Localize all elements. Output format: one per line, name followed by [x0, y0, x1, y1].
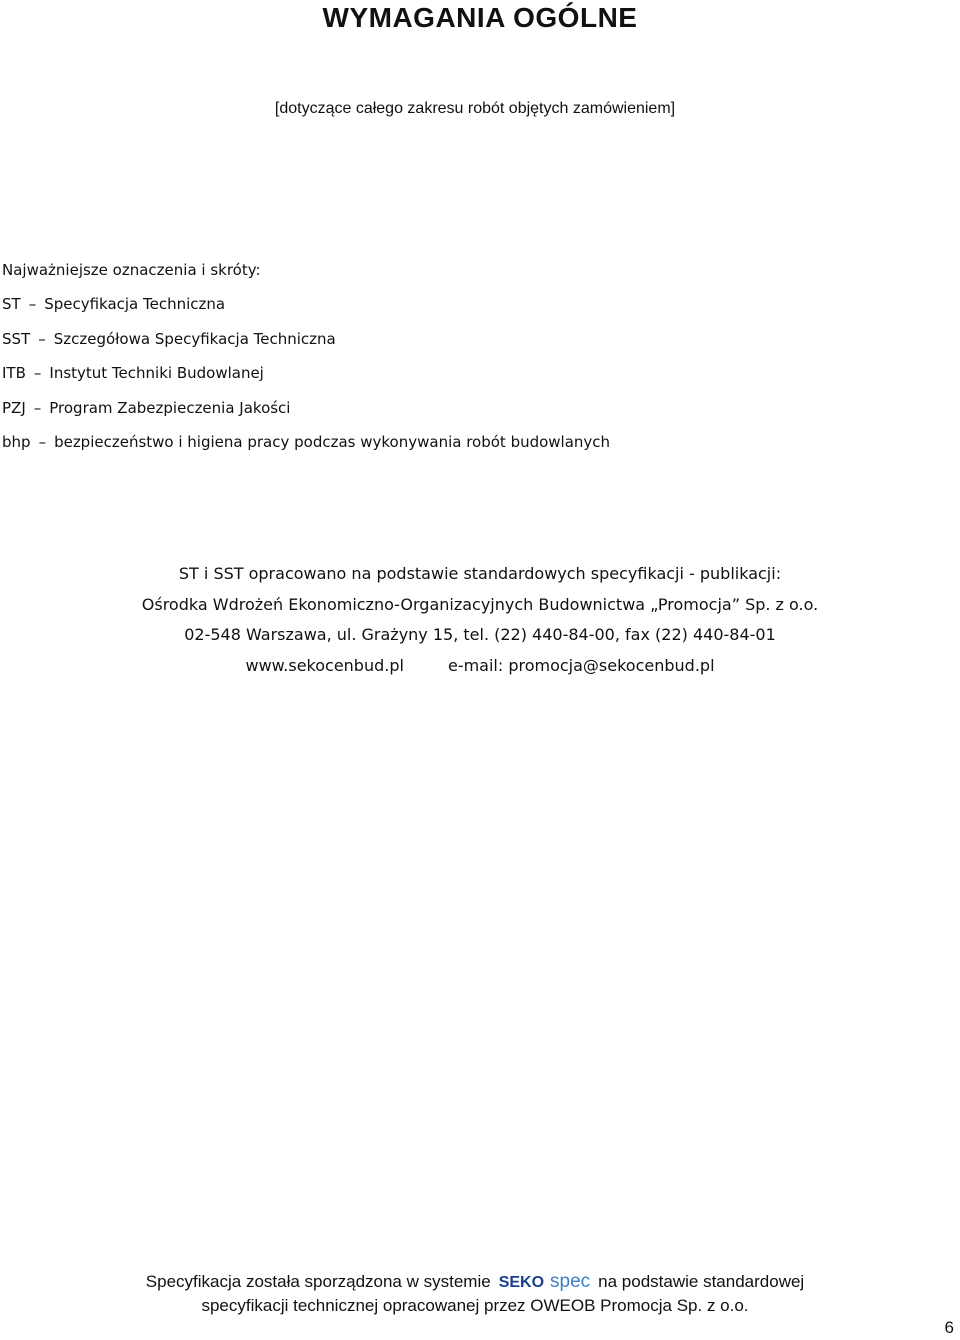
abbreviation-code: ST — [2, 295, 21, 313]
abbreviation-dash: – — [38, 433, 47, 451]
address-line: 02-548 Warszawa, ul. Grażyny 15, tel. (22) 440-84-00, fax (22) 440-84-01 — [184, 625, 776, 644]
website-link[interactable]: www.sekocenbud.pl — [245, 655, 404, 675]
contact-line — [0, 654, 960, 685]
abbreviation-meaning: bezpieczeństwo i higiena pracy podczas wykonywania robót budowlanych — [54, 433, 611, 451]
sekospec-logo-spec: spec — [550, 1271, 591, 1292]
footer-line-1 — [0, 1270, 950, 1294]
abbreviation-dash: – — [38, 329, 46, 348]
abbreviation-item — [2, 396, 610, 431]
abbreviation-code: PZJ — [2, 398, 26, 417]
publisher-line: Ośrodka Wdrożeń Ekonomiczno-Organizacyjnych Budownictwa „Promocja” Sp. z o.o. — [141, 594, 819, 614]
abbreviation-item — [2, 430, 610, 465]
page-title: WYMAGANIA OGÓLNE — [322, 2, 638, 33]
abbreviation-item — [2, 361, 610, 396]
page-footer — [0, 1270, 950, 1317]
abbreviation-item — [2, 292, 610, 327]
abbreviation-code: ITB — [2, 364, 26, 382]
source-line: ST i SST opracowano na podstawie standardowych specyfikacji - publikacji: — [178, 564, 782, 583]
abbreviations-heading: Najważniejsze oznaczenia i skróty: — [2, 261, 261, 279]
abbreviation-meaning: Instytut Techniki Budowlanej — [49, 364, 264, 382]
abbreviation-dash: – — [28, 295, 37, 313]
abbreviation-dash: – — [33, 364, 42, 382]
abbreviations-section — [2, 258, 610, 465]
abbreviation-meaning: Szczegółowa Specyfikacja Techniczna — [53, 329, 336, 348]
abbreviation-item — [2, 327, 610, 362]
footer-text-before-logo: Specyfikacja została sporządzona w systemie — [145, 1272, 491, 1291]
abbreviation-meaning: Specyfikacja Techniczna — [44, 295, 226, 313]
source-note — [0, 562, 960, 684]
abbreviation-meaning: Program Zabezpieczenia Jakości — [49, 398, 291, 417]
page-number: 6 — [944, 1318, 954, 1337]
email-link[interactable]: e-mail: promocja@sekocenbud.pl — [447, 655, 715, 675]
abbreviation-code: bhp — [2, 433, 31, 451]
abbreviation-dash: – — [33, 398, 42, 417]
abbreviation-code: SST — [2, 329, 31, 348]
page-subtitle: [dotyczące całego zakresu robót objętych zamówieniem] — [274, 100, 676, 117]
footer-text-after-logo: na podstawie standardowej — [598, 1272, 805, 1291]
sekospec-logo-seko: SEKO — [498, 1274, 545, 1291]
footer-line-2: specyfikacji technicznej opracowanej przez OWEOB Promocja Sp. z o.o. — [201, 1296, 749, 1315]
